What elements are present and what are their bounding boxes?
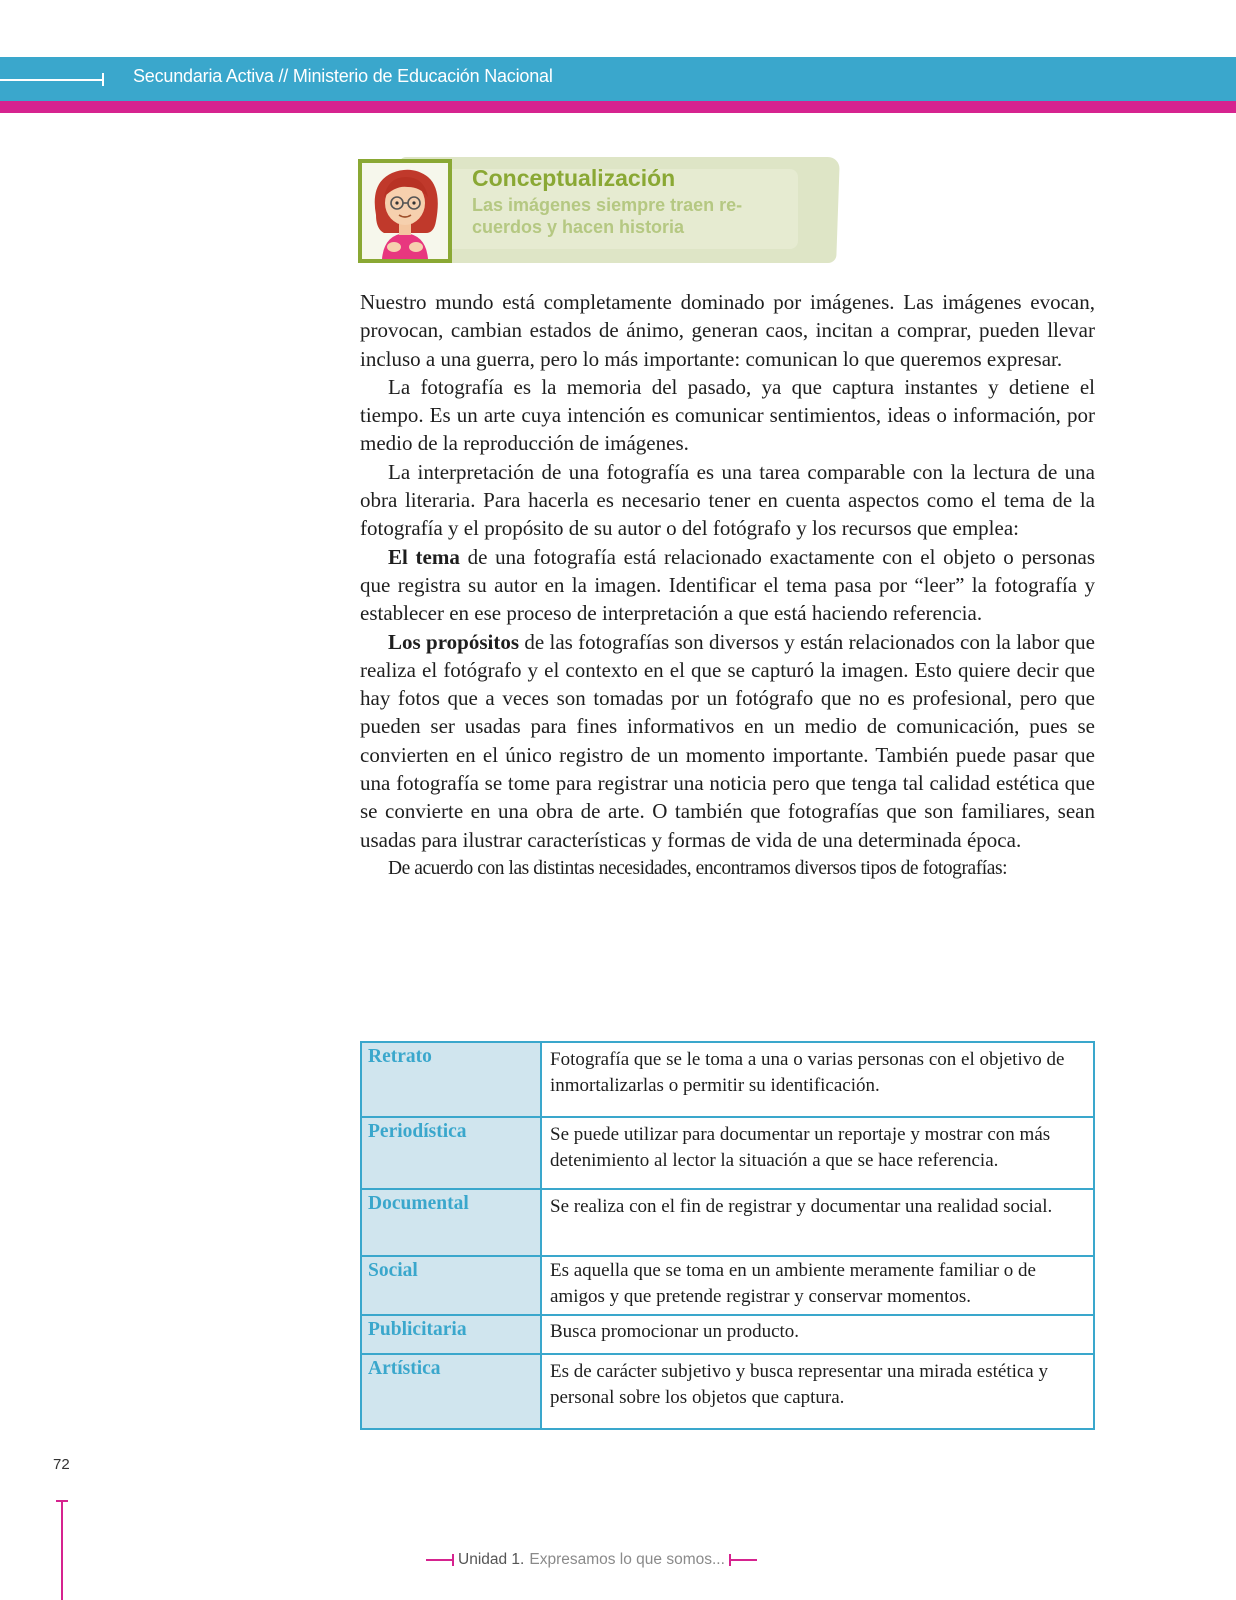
paragraph-text: de una fotografía está relacionado exactamente con el objeto o personas que registra su autor en la imagen. Identificar el tema pasa por “leer” la fotografía y establecer en ese proceso de interpretación a que está haciendo referencia. — [360, 544, 1095, 626]
term-bold: El tema — [388, 544, 460, 569]
table-category-cell: Retrato — [362, 1043, 540, 1116]
table-row — [362, 1314, 1093, 1353]
table-description-cell: Se puede utilizar para documentar un reportaje y mostrar con más detenimiento al lector la situación a que se hace referencia. — [540, 1118, 1093, 1188]
paragraph: La interpretación de una fotografía es una tarea comparable con la lectura de una obra literaria. Para hacerla es necesario tener en cuenta aspectos como el tema de la fotografía y el propósito de su autor o del fotógrafo y los recursos que emplea: — [360, 459, 1095, 541]
table-row — [362, 1353, 1093, 1428]
table-row — [362, 1255, 1093, 1314]
paragraph-text: de las fotografías son diversos y están relacionados con la labor que realiza el fotógrafo y el contexto en el que se capturó la imagen. Esto quiere decir que hay fotos que a veces son tomadas por un fotógrafo que no es profesional, pero que pueden ser usadas para fines informativos en un medio de comunicación, pues se convierten en el único registro de un momento importante. También puede pasar que una fotografía se tome para registrar una noticia pero que tenga tal calidad estética que se convierte en una obra de arte. O también que fotografías que son familiares, sean usadas para ilustrar características y formas de vida de una determinada época. — [360, 629, 1095, 852]
table-description-cell: Es de carácter subjetivo y busca representar una mirada estética y personal sobre los objetos que captura. — [540, 1355, 1093, 1428]
girl-character-icon — [358, 159, 452, 263]
header-rule-tick — [102, 73, 104, 86]
table-row — [362, 1116, 1093, 1188]
footer-rule-left — [426, 1559, 454, 1561]
table-category-cell: Publicitaria — [362, 1316, 540, 1353]
table-category-cell: Social — [362, 1257, 540, 1314]
header-title: Secundaria Activa // Ministerio de Educación Nacional — [133, 66, 553, 86]
paragraph — [360, 628, 1095, 854]
table-description-cell: Busca promocionar un producto. — [540, 1316, 1093, 1353]
photo-types-table — [360, 1041, 1095, 1430]
footer-unit: Unidad 1. — [458, 1551, 525, 1568]
table-row — [362, 1043, 1093, 1116]
footer-rule-right — [729, 1559, 757, 1561]
section-title: Conceptualización — [472, 165, 676, 191]
header-rule — [0, 79, 104, 81]
table-description-cell: Se realiza con el fin de registrar y documentar una realidad social. — [540, 1190, 1093, 1255]
paragraph: De acuerdo con las distintas necesidades, encontramos diversos tipos de fotografías: — [388, 857, 1008, 879]
paragraph: Nuestro mundo está completamente dominado por imágenes. Las imágenes evocan, provocan, cambian estados de ánimo, generan caos, incitan a comprar, pueden llevar incluso a una guerra, pero lo más importante: comunican lo que queremos expresar. — [360, 290, 1095, 371]
body-text — [360, 288, 1095, 883]
paragraph: La fotografía es la memoria del pasado, ya que captura instantes y detiene el tiempo. Es un arte cuya intención es comunicar sentimientos, ideas o información, por medio de la reproducción de imágenes. — [360, 374, 1095, 456]
table-description-cell: Fotografía que se le toma a una o varias personas con el objetivo de inmortalizarlas o permitir su identificación. — [540, 1043, 1093, 1116]
subtitle-line: Las imágenes siempre traen re- — [472, 195, 743, 215]
page-number: 72 — [53, 1456, 70, 1473]
term-bold: Los propósitos — [388, 629, 519, 654]
paragraph — [360, 543, 1095, 628]
footer-unit-label — [426, 1551, 757, 1569]
margin-rule — [61, 1500, 63, 1600]
table-row — [362, 1188, 1093, 1255]
header-accent-stripe — [0, 101, 1236, 113]
footer-unit-title: Expresamos lo que somos... — [529, 1551, 725, 1568]
table-category-cell: Artística — [362, 1355, 540, 1428]
table-category-cell: Periodística — [362, 1118, 540, 1188]
table-category-cell: Documental — [362, 1190, 540, 1255]
concept-box — [358, 155, 838, 267]
section-subtitle — [472, 194, 792, 238]
table-description-cell: Es aquella que se toma en un ambiente meramente familiar o de amigos y que pretende registrar y conservar momentos. — [540, 1257, 1093, 1314]
subtitle-line: cuerdos y hacen historia — [472, 217, 685, 237]
